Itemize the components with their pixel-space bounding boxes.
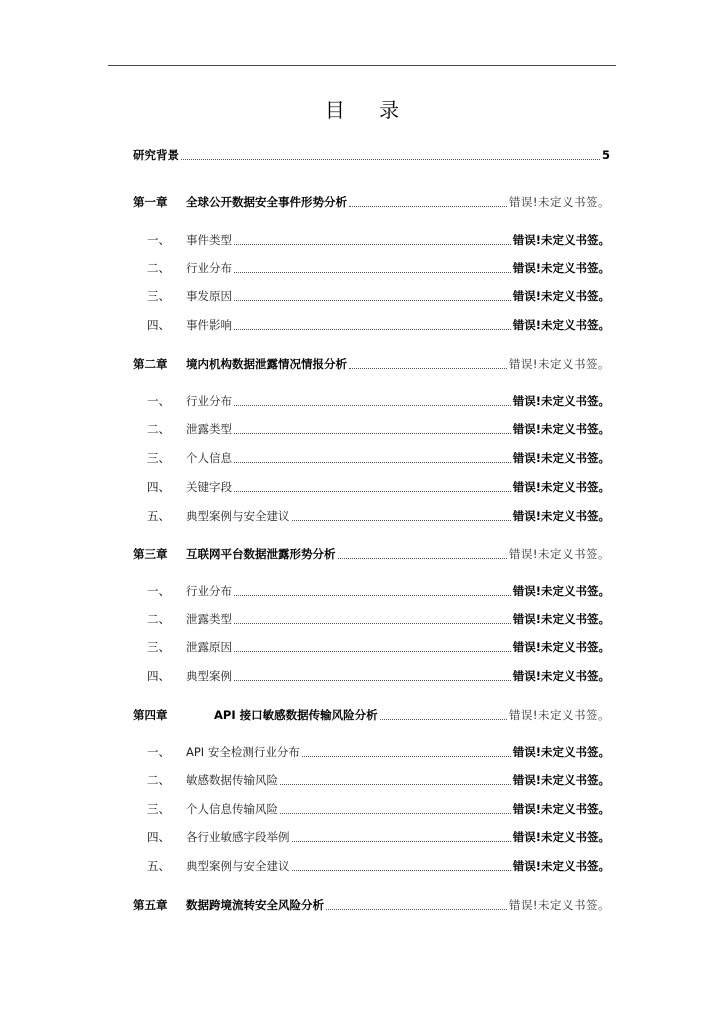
toc-entry-page: 错误!未定义书签。 (512, 318, 610, 332)
toc-entry-number: 三、 (147, 289, 170, 303)
toc-entry-page: 错误!未定义书签。 (512, 612, 610, 626)
toc-section-entry[interactable] (133, 610, 610, 628)
toc-entry-page: 错误!未定义书签。 (512, 289, 610, 303)
toc-entry-label: 行业分布 (186, 584, 232, 598)
toc-entry-label: 事发原因 (186, 289, 232, 303)
toc-entry-number: 第五章 (133, 898, 168, 912)
toc-entry-page: 错误!未定义书签。 (512, 640, 610, 654)
toc-entry-number: 三、 (147, 640, 170, 654)
toc-entry-label: 研究背景 (133, 148, 179, 162)
toc-entry-label: 个人信息传输风险 (186, 802, 278, 816)
toc-entry-page: 错误!未定义书签。 (512, 745, 610, 759)
dot-leader (234, 300, 511, 301)
toc-entry-number: 第四章 (133, 708, 168, 722)
toc-entry-number: 三、 (147, 451, 170, 465)
toc-section-entry[interactable] (133, 800, 610, 818)
toc-entry-page: 5 (601, 148, 610, 162)
dot-leader (234, 491, 511, 492)
toc-entry-number: 四、 (147, 480, 170, 494)
dot-leader (349, 206, 507, 207)
toc-entry-label: 互联网平台数据泄露形势分析 (186, 547, 336, 561)
toc-entry-label: 个人信息 (186, 451, 232, 465)
toc-entry-label: 典型案例与安全建议 (186, 859, 290, 873)
dot-leader (234, 595, 511, 596)
toc-entry-label: 泄露类型 (186, 612, 232, 626)
toc-entry-page: 错误!未定义书签。 (512, 422, 610, 436)
dot-leader (280, 784, 511, 785)
toc-entry-label: API 安全检测行业分布 (186, 745, 300, 759)
dot-leader (234, 462, 511, 463)
toc-entry-number: 第一章 (133, 195, 168, 209)
toc-entry-page: 错误!未定义书签。 (512, 773, 610, 787)
toc-entry-label: 敏感数据传输风险 (186, 773, 278, 787)
toc-section-entry[interactable] (133, 638, 610, 656)
toc-entry-label: 泄露原因 (186, 640, 232, 654)
toc-entry-page: 错误!未定义书签。 (512, 261, 610, 275)
toc-entry-page: 错误!未定义书签。 (512, 480, 610, 494)
toc-chapter-entry[interactable] (133, 896, 610, 914)
toc-section-entry[interactable] (133, 316, 610, 334)
toc-entry-label: 典型案例与安全建议 (186, 509, 290, 523)
toc-entry-number: 一、 (147, 394, 170, 408)
toc-entry-page: 错误!未定义书签。 (508, 708, 610, 722)
toc-chapter-entry[interactable] (133, 355, 610, 373)
toc-entry-number: 二、 (147, 261, 170, 275)
dot-leader (280, 813, 511, 814)
toc-section-entry[interactable] (133, 420, 610, 438)
toc-section-entry[interactable] (133, 743, 610, 761)
toc-entry-number: 一、 (147, 745, 170, 759)
toc-entry-label: 数据跨境流转安全风险分析 (186, 898, 324, 912)
toc-section-entry[interactable] (133, 449, 610, 467)
dot-leader (234, 405, 511, 406)
toc-section-entry[interactable] (133, 259, 610, 277)
toc-section-entry[interactable] (133, 392, 610, 410)
toc-entry-number: 四、 (147, 318, 170, 332)
dot-leader (234, 651, 511, 652)
dot-leader (302, 756, 511, 757)
toc-entry-page: 错误!未定义书签。 (508, 357, 610, 371)
toc-entry-label: 行业分布 (186, 261, 232, 275)
dot-leader (338, 558, 507, 559)
dot-leader (292, 841, 511, 842)
toc-entry-number: 第二章 (133, 357, 168, 371)
dot-leader (234, 433, 511, 434)
dot-leader (292, 520, 511, 521)
toc-entry-number: 二、 (147, 612, 170, 626)
toc-section-entry[interactable] (133, 478, 610, 496)
toc-entry-page: 错误!未定义书签。 (512, 509, 610, 523)
toc-entry-label: API 接口敏感数据传输风险分析 (214, 708, 378, 722)
toc-title: 目 录 (324, 98, 414, 122)
toc-chapter-entry[interactable] (133, 545, 610, 563)
toc-entry-number: 四、 (147, 669, 170, 683)
toc-entry-number: 一、 (147, 233, 170, 247)
toc-entry-label: 境内机构数据泄露情况情报分析 (186, 357, 347, 371)
toc-section-entry[interactable] (133, 857, 610, 875)
toc-section-entry[interactable] (133, 771, 610, 789)
toc-entry-number: 第三章 (133, 547, 168, 561)
dot-leader (181, 159, 600, 160)
toc-entry-label: 事件影响 (186, 318, 232, 332)
dot-leader (234, 244, 511, 245)
toc-entry-page: 错误!未定义书签。 (512, 669, 610, 683)
toc-entry-page: 错误!未定义书签。 (512, 830, 610, 844)
toc-entry-page: 错误!未定义书签。 (512, 394, 610, 408)
dot-leader (234, 329, 511, 330)
toc-section-entry[interactable] (133, 667, 610, 685)
dot-leader (234, 623, 511, 624)
toc-entry-page: 错误!未定义书签。 (512, 802, 610, 816)
toc-entry[interactable] (133, 146, 610, 164)
toc-chapter-entry[interactable] (133, 193, 610, 211)
toc-entry-page: 错误!未定义书签。 (512, 233, 610, 247)
toc-entry-page: 错误!未定义书签。 (508, 547, 610, 561)
toc-entry-number: 一、 (147, 584, 170, 598)
toc-section-entry[interactable] (133, 582, 610, 600)
toc-entry-label: 典型案例 (186, 669, 232, 683)
toc-entry-page: 错误!未定义书签。 (512, 451, 610, 465)
toc-section-entry[interactable] (133, 287, 610, 305)
dot-leader (292, 870, 511, 871)
dot-leader (380, 719, 507, 720)
dot-leader (349, 368, 507, 369)
dot-leader (234, 272, 511, 273)
toc-entry-label: 泄露类型 (186, 422, 232, 436)
toc-entry-label: 关键字段 (186, 480, 232, 494)
toc-entry-label: 行业分布 (186, 394, 232, 408)
toc-entry-label: 全球公开数据安全事件形势分析 (186, 195, 347, 209)
toc-entry-number: 二、 (147, 773, 170, 787)
toc-entry-number: 二、 (147, 422, 170, 436)
toc-entry-page: 错误!未定义书签。 (512, 859, 610, 873)
dot-leader (234, 680, 511, 681)
toc-entry-number: 五、 (147, 859, 170, 873)
toc-entry-label: 各行业敏感字段举例 (186, 830, 290, 844)
toc-section-entry[interactable] (133, 231, 610, 249)
toc-section-entry[interactable] (133, 828, 610, 846)
toc-entry-number: 四、 (147, 830, 170, 844)
toc-chapter-entry[interactable] (133, 706, 610, 724)
toc-entry-label: 事件类型 (186, 233, 232, 247)
dot-leader (326, 909, 507, 910)
toc-entry-number: 三、 (147, 802, 170, 816)
toc-entry-page: 错误!未定义书签。 (512, 584, 610, 598)
toc-section-entry[interactable] (133, 507, 610, 525)
toc-entry-page: 错误!未定义书签。 (508, 195, 610, 209)
toc-entry-number: 五、 (147, 509, 170, 523)
toc-entry-page: 错误!未定义书签。 (508, 898, 610, 912)
